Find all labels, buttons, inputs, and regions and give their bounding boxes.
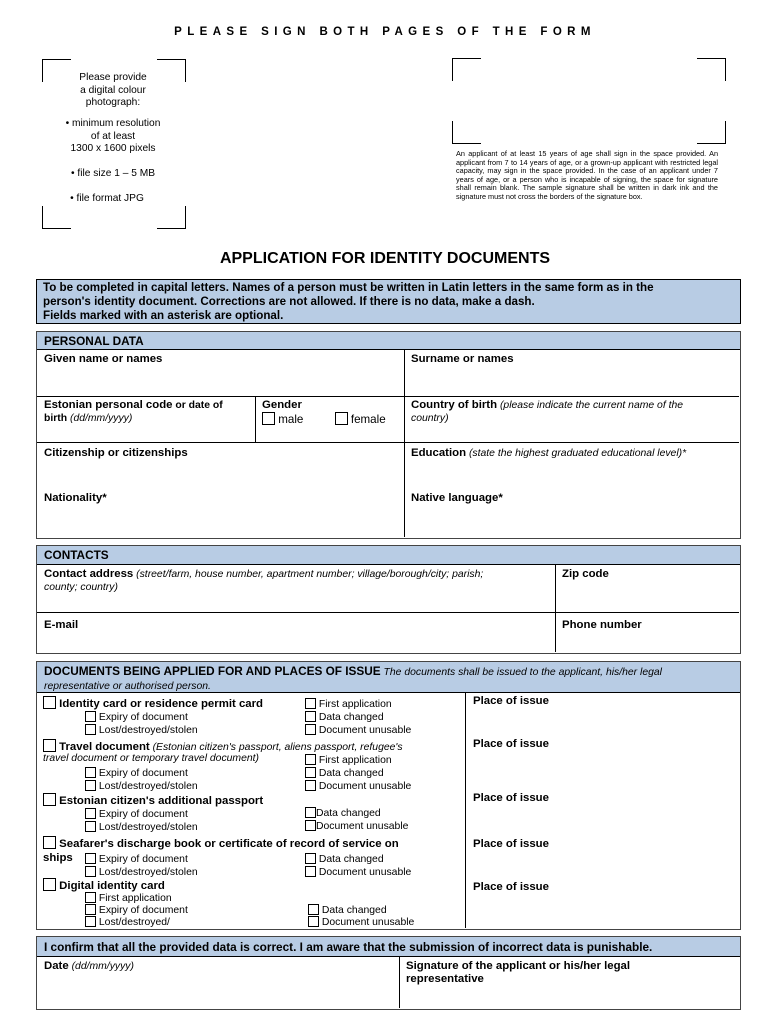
doc-travel-document bbox=[43, 739, 403, 753]
digital-place-of-issue-field[interactable]: Place of issue bbox=[473, 881, 549, 893]
documents-header-hint: The documents shall be issued to the applicant, his/her legal bbox=[380, 667, 662, 678]
date-format-hint: (dd/mm/yyyy) bbox=[67, 413, 133, 424]
sig-corner-bl bbox=[452, 121, 481, 144]
instructions-line: person's identity document. Corrections are not allowed. If there is no data, make a dash. bbox=[43, 295, 535, 309]
additional-data-changed-option bbox=[305, 807, 381, 820]
seafarer-label: Seafarer's discharge book or certificate of record of service on bbox=[59, 838, 399, 850]
date-format-hint: (dd/mm/yyyy) bbox=[68, 961, 134, 972]
seafarer-expiry-checkbox[interactable] bbox=[85, 853, 96, 864]
photo-intro bbox=[46, 72, 180, 110]
first-application-label: First application bbox=[318, 699, 392, 710]
digital-unusable-option bbox=[308, 916, 414, 929]
additional-lost-option bbox=[85, 821, 198, 834]
male-label: male bbox=[278, 413, 304, 426]
confirmation-section bbox=[36, 936, 741, 1010]
id-place-of-issue-field[interactable]: Place of issue bbox=[473, 695, 549, 707]
additional-unusable-checkbox[interactable] bbox=[305, 820, 316, 831]
id-data-changed-option bbox=[305, 711, 384, 724]
address-hint: county; country) bbox=[44, 582, 118, 593]
seafarer-lost-checkbox[interactable] bbox=[85, 866, 96, 877]
additional-passport-label: Estonian citizen's additional passport bbox=[59, 795, 264, 807]
personal-data-header: PERSONAL DATA bbox=[37, 332, 740, 350]
identity-card-label: Identity card or residence permit card bbox=[59, 698, 264, 710]
phone-number-field[interactable]: Phone number bbox=[562, 619, 642, 631]
personal-data-section bbox=[36, 331, 741, 539]
data-changed-label: Data changed bbox=[318, 712, 384, 723]
photo-corner-bl bbox=[42, 206, 71, 229]
data-changed-label: Data changed bbox=[318, 768, 384, 779]
first-application-label: First application bbox=[318, 755, 392, 766]
sig-corner-tr bbox=[697, 58, 726, 81]
additional-data-changed-checkbox[interactable] bbox=[305, 807, 316, 818]
address-hint: (street/farm, house number, apartment number; village/borough/city; parish; bbox=[133, 569, 484, 580]
signature-label: representative bbox=[406, 973, 484, 985]
photo-intro-line: photograph: bbox=[85, 97, 141, 108]
country-hint: country) bbox=[411, 413, 449, 424]
contacts-header: CONTACTS bbox=[37, 546, 740, 565]
digital-data-changed-checkbox[interactable] bbox=[308, 904, 319, 915]
seafarer-data-changed-option bbox=[305, 853, 384, 866]
education-field[interactable] bbox=[404, 444, 739, 489]
instructions-line: Fields marked with an asterisk are optional. bbox=[43, 309, 284, 323]
lost-label: Lost/destroyed/stolen bbox=[98, 822, 198, 833]
surname-field[interactable]: Surname or names bbox=[411, 353, 514, 365]
personal-code-label-rest: or date of bbox=[172, 400, 223, 411]
lost-label: Lost/destroyed/stolen bbox=[98, 781, 198, 792]
divider bbox=[37, 612, 739, 613]
id-lost-option bbox=[85, 724, 198, 737]
additional-expiry-checkbox[interactable] bbox=[85, 808, 96, 819]
education-label: Education bbox=[411, 447, 467, 459]
contact-address-field[interactable] bbox=[37, 565, 555, 612]
native-language-field[interactable]: Native language* bbox=[411, 492, 503, 504]
education-hint: (state the highest graduated educational level)* bbox=[466, 448, 687, 459]
id-lost-checkbox[interactable] bbox=[85, 724, 96, 735]
applicant-signature-field[interactable] bbox=[399, 957, 739, 1008]
expiry-label: Expiry of document bbox=[98, 905, 188, 916]
photo-intro-line: Please provide bbox=[79, 72, 147, 83]
sig-corner-tl bbox=[452, 58, 481, 81]
seafarer-expiry-option bbox=[85, 853, 188, 866]
female-checkbox[interactable] bbox=[335, 412, 348, 425]
travel-hint: (Estonian citizen's passport, aliens passport, refugee's bbox=[149, 742, 403, 753]
photo-req-line: • minimum resolution bbox=[65, 118, 161, 129]
travel-hint-line2: travel document or temporary travel document) bbox=[43, 753, 259, 764]
digital-lost-option bbox=[85, 916, 170, 929]
citizenship-field[interactable]: Citizenship or citizenships bbox=[44, 447, 188, 459]
digital-lost-checkbox[interactable] bbox=[85, 916, 96, 927]
doc-additional-passport bbox=[43, 793, 263, 807]
seafarer-place-of-issue-field[interactable]: Place of issue bbox=[473, 838, 549, 850]
travel-first-application-checkbox[interactable] bbox=[305, 754, 316, 765]
given-name-field[interactable]: Given name or names bbox=[44, 353, 163, 365]
travel-lost-option bbox=[85, 780, 198, 793]
id-unusable-checkbox[interactable] bbox=[305, 724, 316, 735]
photo-corner-br bbox=[157, 206, 186, 229]
travel-unusable-checkbox[interactable] bbox=[305, 780, 316, 791]
sig-corner-br bbox=[697, 121, 726, 144]
seafarer-checkbox[interactable] bbox=[43, 836, 56, 849]
expiry-label: Expiry of document bbox=[98, 809, 188, 820]
document-unusable-label: Document unusable bbox=[316, 821, 409, 832]
contact-address-label: Contact address bbox=[44, 568, 134, 580]
seafarer-data-changed-checkbox[interactable] bbox=[305, 853, 316, 864]
instructions-box bbox=[36, 279, 741, 324]
travel-place-of-issue-field[interactable]: Place of issue bbox=[473, 738, 549, 750]
seafarer-unusable-option bbox=[305, 866, 411, 879]
divider bbox=[37, 442, 739, 443]
data-changed-label: Data changed bbox=[321, 905, 387, 916]
id-data-changed-checkbox[interactable] bbox=[305, 711, 316, 722]
id-first-application-option bbox=[305, 698, 392, 711]
data-changed-label: Data changed bbox=[318, 854, 384, 865]
contacts-section bbox=[36, 545, 741, 654]
additional-unusable-option bbox=[305, 820, 408, 833]
digital-unusable-checkbox[interactable] bbox=[308, 916, 319, 927]
lost-label: Lost/destroyed/stolen bbox=[98, 725, 198, 736]
doc-identity-card bbox=[43, 696, 263, 710]
travel-document-label: Travel document bbox=[59, 741, 150, 753]
id-expiry-checkbox[interactable] bbox=[85, 711, 96, 722]
travel-expiry-checkbox[interactable] bbox=[85, 767, 96, 778]
additional-expiry-option bbox=[85, 808, 188, 821]
additional-passport-checkbox[interactable] bbox=[43, 793, 56, 806]
document-unusable-label: Document unusable bbox=[318, 725, 412, 736]
first-application-label: First application bbox=[98, 893, 172, 904]
country-hint: (please indicate the current name of the bbox=[497, 400, 684, 411]
photo-resolution-req bbox=[46, 118, 180, 156]
sign-both-pages-banner: PLEASE SIGN BOTH PAGES OF THE FORM bbox=[174, 26, 596, 38]
travel-unusable-option bbox=[305, 780, 411, 793]
expiry-label: Expiry of document bbox=[98, 768, 188, 779]
additional-lost-checkbox[interactable] bbox=[85, 821, 96, 832]
email-field[interactable]: E-mail bbox=[44, 619, 79, 631]
travel-data-changed-option bbox=[305, 767, 384, 780]
lost-label: Lost/destroyed/ bbox=[98, 917, 170, 928]
signature-note: An applicant of at least 15 years of age shall sign in the space provided. An applicant from 7 to 14 years of age, or a grown-up applicant with restricted legal capacity, may sign in the space provided. In the case of an applicant under 7 years of age, or a person who is incapable of signing, the space for signature shall remain blank. The sample signature shall be written in dark ink and the signature must not cross the borders of the signature box. bbox=[456, 149, 718, 201]
travel-first-application-option bbox=[305, 754, 392, 767]
identity-card-checkbox[interactable] bbox=[43, 696, 56, 709]
expiry-label: Expiry of document bbox=[98, 854, 188, 865]
personal-code-field[interactable] bbox=[37, 396, 255, 442]
id-expiry-option bbox=[85, 711, 188, 724]
document-unusable-label: Document unusable bbox=[318, 781, 412, 792]
doc-digital-identity-card bbox=[43, 878, 165, 892]
expiry-label: Expiry of document bbox=[98, 712, 188, 723]
doc-seafarer-book bbox=[43, 836, 399, 850]
travel-data-changed-checkbox[interactable] bbox=[305, 767, 316, 778]
digital-id-label: Digital identity card bbox=[59, 880, 165, 892]
photo-format-req: • file format JPG bbox=[70, 193, 144, 204]
photo-req-line: of at least bbox=[90, 130, 136, 142]
nationality-field[interactable]: Nationality* bbox=[44, 492, 107, 504]
additional-place-of-issue-field[interactable]: Place of issue bbox=[473, 792, 549, 804]
data-changed-label: Data changed bbox=[316, 808, 381, 819]
country-of-birth-field[interactable] bbox=[404, 396, 739, 442]
digital-id-checkbox[interactable] bbox=[43, 878, 56, 891]
documents-header-hint: representative or authorised person. bbox=[44, 681, 211, 692]
id-first-application-checkbox[interactable] bbox=[305, 698, 316, 709]
travel-lost-checkbox[interactable] bbox=[85, 780, 96, 791]
personal-code-label: Estonian personal code bbox=[44, 399, 173, 411]
documents-header-title: DOCUMENTS BEING APPLIED FOR AND PLACES OF ISSUE bbox=[44, 664, 381, 678]
seafarer-unusable-checkbox[interactable] bbox=[305, 866, 316, 877]
country-of-birth-label: Country of birth bbox=[411, 399, 498, 411]
birth-label: birth bbox=[44, 413, 68, 424]
documents-header bbox=[37, 662, 740, 693]
male-checkbox[interactable] bbox=[262, 412, 275, 425]
divider bbox=[465, 693, 466, 928]
photo-req-line: 1300 x 1600 pixels bbox=[70, 143, 156, 154]
travel-document-checkbox[interactable] bbox=[43, 739, 56, 752]
photo-intro-line: a digital colour bbox=[80, 84, 146, 96]
form-title: APPLICATION FOR IDENTITY DOCUMENTS bbox=[219, 250, 551, 267]
document-unusable-label: Document unusable bbox=[321, 917, 415, 928]
travel-expiry-option bbox=[85, 767, 188, 780]
date-label: Date bbox=[44, 960, 69, 972]
female-label: female bbox=[350, 413, 386, 426]
seafarer-label-line2: ships bbox=[43, 852, 73, 864]
date-field[interactable] bbox=[37, 957, 399, 1008]
id-unusable-option bbox=[305, 724, 411, 737]
digital-expiry-checkbox[interactable] bbox=[85, 904, 96, 915]
gender-label: Gender bbox=[262, 399, 302, 411]
photo-size-req: • file size 1 – 5 MB bbox=[71, 168, 155, 179]
document-unusable-label: Document unusable bbox=[318, 867, 412, 878]
confirmation-header: I confirm that all the provided data is correct. I am aware that the submission of incorrect data is punishable. bbox=[37, 937, 740, 957]
zip-code-field[interactable]: Zip code bbox=[562, 568, 609, 580]
signature-label: Signature of the applicant or his/her legal bbox=[406, 960, 631, 972]
instructions-line: To be completed in capital letters. Names of a person must be written in Latin letters in the same form as in the bbox=[43, 281, 654, 294]
gender-field bbox=[255, 396, 404, 442]
lost-label: Lost/destroyed/stolen bbox=[98, 867, 198, 878]
digital-first-application-checkbox[interactable] bbox=[85, 892, 96, 903]
